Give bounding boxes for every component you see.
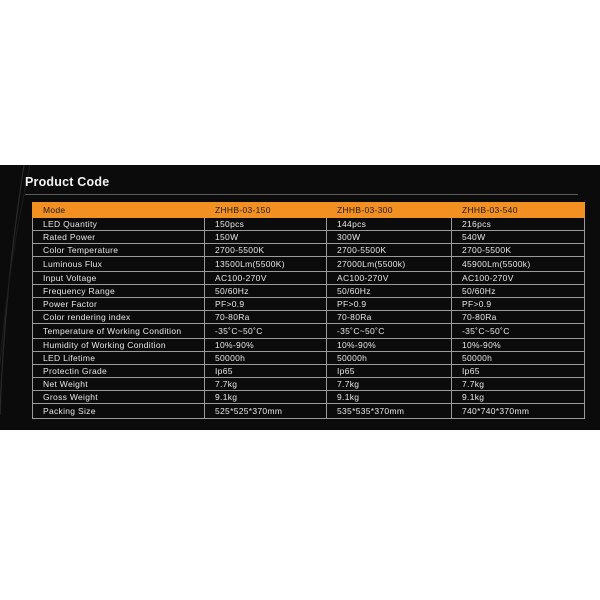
- header-cell-mode: Mode: [33, 203, 205, 218]
- table-header-row: [33, 203, 585, 218]
- product-code-panel: [0, 165, 600, 430]
- row-value: 50/60Hz: [205, 285, 327, 298]
- row-value: 70-80Ra: [327, 311, 452, 324]
- row-value: 70-80Ra: [452, 311, 585, 324]
- row-value: 540W: [452, 231, 585, 244]
- row-label: Power Factor: [33, 298, 205, 311]
- table-row: [33, 324, 585, 339]
- row-value: 2700-5500K: [452, 244, 585, 257]
- row-label: Input Voltage: [33, 272, 205, 285]
- row-value: 45900Lm(5500k): [452, 257, 585, 272]
- header-cell-model: ZHHB-03-540: [452, 203, 585, 218]
- row-value: AC100-270V: [452, 272, 585, 285]
- row-label: Humidity of Working Condition: [33, 339, 205, 352]
- row-value: PF>0.9: [327, 298, 452, 311]
- row-value: 7.7kg: [327, 378, 452, 391]
- row-value: 27000Lm(5500k): [327, 257, 452, 272]
- row-label: LED Quantity: [33, 218, 205, 231]
- row-value: 50/60Hz: [452, 285, 585, 298]
- row-value: 50000h: [205, 352, 327, 365]
- row-value: 144pcs: [327, 218, 452, 231]
- table-row: [33, 311, 585, 324]
- table-row: [33, 244, 585, 257]
- row-value: Ip65: [205, 365, 327, 378]
- table-row: [33, 365, 585, 378]
- row-label: Net Weight: [33, 378, 205, 391]
- row-value: 535*535*370mm: [327, 404, 452, 419]
- table-row: [33, 272, 585, 285]
- row-value: 216pcs: [452, 218, 585, 231]
- section-title: Product Code: [25, 175, 110, 189]
- row-label: Color Temperature: [33, 244, 205, 257]
- row-value: 300W: [327, 231, 452, 244]
- row-label: Rated Power: [33, 231, 205, 244]
- table-row: [33, 285, 585, 298]
- row-value: 70-80Ra: [205, 311, 327, 324]
- row-value: 10%-90%: [327, 339, 452, 352]
- row-value: 10%-90%: [452, 339, 585, 352]
- row-value: Ip65: [452, 365, 585, 378]
- table-row: [33, 352, 585, 365]
- row-value: -35˚C~50˚C: [452, 324, 585, 339]
- title-divider: [25, 194, 578, 195]
- row-value: 13500Lm(5500K): [205, 257, 327, 272]
- table-row: [33, 404, 585, 419]
- row-value: 7.7kg: [452, 378, 585, 391]
- row-label: Gross Weight: [33, 391, 205, 404]
- row-label: Color rendering index: [33, 311, 205, 324]
- header-cell-model: ZHHB-03-150: [205, 203, 327, 218]
- row-value: 50000h: [327, 352, 452, 365]
- table-row: [33, 257, 585, 272]
- row-value: Ip65: [327, 365, 452, 378]
- row-value: 2700-5500K: [205, 244, 327, 257]
- row-label: LED Lifetime: [33, 352, 205, 365]
- table-row: [33, 391, 585, 404]
- row-value: -35˚C~50˚C: [327, 324, 452, 339]
- row-label: Temperature of Working Condition: [33, 324, 205, 339]
- row-value: 50000h: [452, 352, 585, 365]
- header-cell-model: ZHHB-03-300: [327, 203, 452, 218]
- row-value: PF>0.9: [205, 298, 327, 311]
- row-label: Packing Size: [33, 404, 205, 419]
- row-value: 7.7kg: [205, 378, 327, 391]
- row-value: 9.1kg: [452, 391, 585, 404]
- table-row: [33, 231, 585, 244]
- row-label: Protectin Grade: [33, 365, 205, 378]
- table-row: [33, 378, 585, 391]
- row-value: 9.1kg: [205, 391, 327, 404]
- row-value: 150pcs: [205, 218, 327, 231]
- row-value: PF>0.9: [452, 298, 585, 311]
- row-value: 9.1kg: [327, 391, 452, 404]
- row-value: 50/60Hz: [327, 285, 452, 298]
- table-row: [33, 218, 585, 231]
- row-label: Frequency Range: [33, 285, 205, 298]
- row-value: 740*740*370mm: [452, 404, 585, 419]
- table-row: [33, 298, 585, 311]
- row-value: AC100-270V: [205, 272, 327, 285]
- row-value: 2700-5500K: [327, 244, 452, 257]
- row-label: Luminous Flux: [33, 257, 205, 272]
- row-value: -35˚C~50˚C: [205, 324, 327, 339]
- row-value: 525*525*370mm: [205, 404, 327, 419]
- row-value: 150W: [205, 231, 327, 244]
- product-spec-table: [32, 202, 585, 419]
- row-value: AC100-270V: [327, 272, 452, 285]
- table-row: [33, 339, 585, 352]
- row-value: 10%-90%: [205, 339, 327, 352]
